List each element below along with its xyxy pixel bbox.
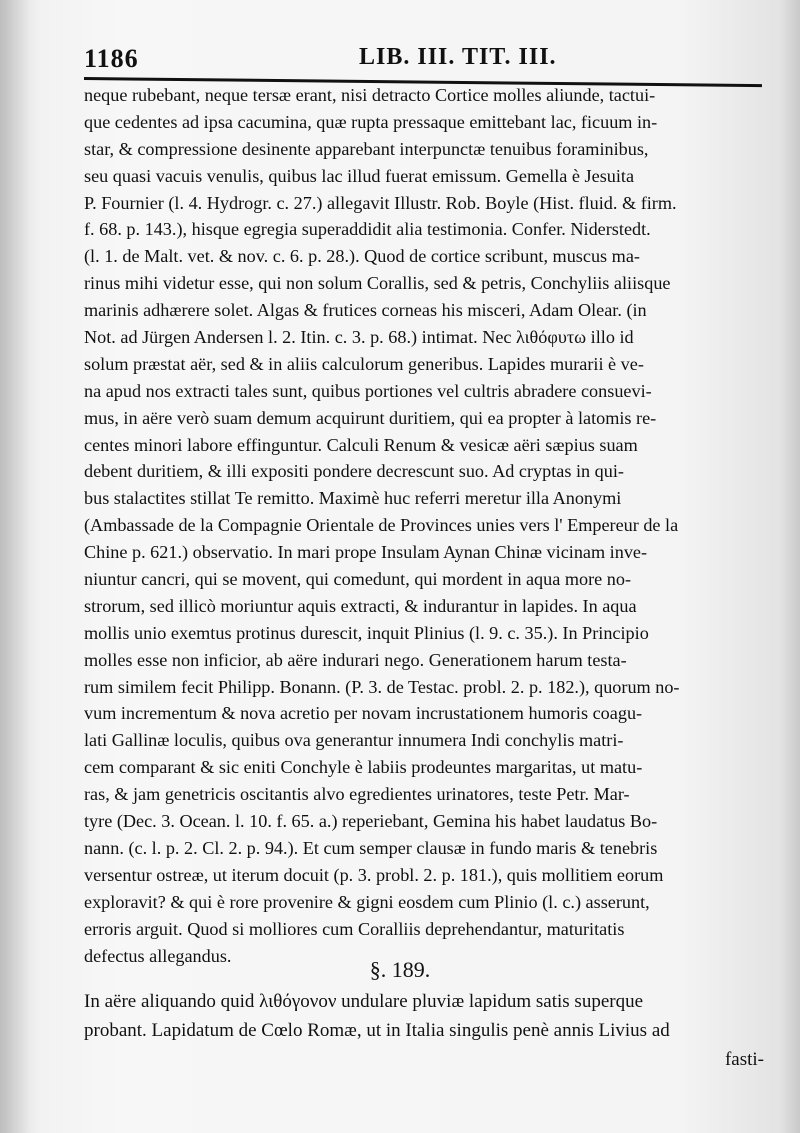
text-line: f. 68. p. 143.), hisque egregia superaddidit alia testimonia. Confer. Niderstedt.: [84, 219, 651, 240]
text-line: erroris arguit. Quod si molliores cum Coralliis deprehendantur, maturitatis: [84, 918, 625, 939]
text-line: vum incrementum & nova acretio per novam incrustationem humoris coagu-: [84, 703, 643, 724]
text-line: molles esse non inficior, ab aëre indurari nego. Generationem harum testa-: [84, 649, 627, 670]
text-line: probant. Lapidatum de Cœlo Romæ, ut in Italia singulis penè annis Livius ad: [84, 1020, 670, 1041]
text-line: debent duritiem, & illi expositi pondere decrescunt suo. Ad cryptas in qui-: [84, 461, 624, 482]
body-text: [84, 82, 764, 969]
text-line: lati Gallinæ loculis, quibus ova generantur innumera Indi conchylis matri-: [84, 730, 624, 751]
text-line: neque rubebant, neque tersæ erant, nisi detracto Cortice molles aliunde, tactui-: [84, 85, 656, 105]
text-line: niuntur cancri, qui se movent, qui comedunt, qui mordent in aqua more no-: [84, 569, 632, 590]
text-line: star, & compressione desinente apparebant interpunctæ tenuibus foraminibus,: [84, 138, 649, 159]
text-line: marinis adhærere solet. Algas & frutices corneas his misceri, Adam Olear. (in: [84, 300, 647, 321]
text-line: centes minori labore effinguntur. Calculi Renum & vesicæ aëri sæpius suam: [84, 434, 638, 455]
text-line: strorum, sed illicò moriuntur aquis extracti, & indurantur in lapides. In aqua: [84, 595, 637, 616]
text-line: solum præstat aër, sed & in aliis calculorum generibus. Lapides murarii è ve-: [84, 353, 644, 374]
text-line: In aëre aliquando quid λιθόγονον undulare pluviæ lapidum satis superque: [84, 991, 644, 1012]
text-line: mus, in aëre verò suam demum acquirunt duritiem, qui ea propter à latomis re-: [84, 407, 657, 428]
page-number: 1186: [84, 44, 139, 73]
text-line: fasti-: [724, 1049, 764, 1070]
text-line: cem comparant & sic eniti Conchyle è labiis prodeuntes margaritas, ut matu-: [84, 757, 643, 778]
text-line: exploravit? & qui è rore provenire & gigni eosdem cum Plinio (l. c.) asserunt,: [84, 891, 650, 912]
text-line: (Ambassade de la Compagnie Orientale de Provinces unies vers l' Empereur de la: [84, 515, 679, 536]
text-line: Chine p. 621.) observatio. In mari prope Insulam Aynan Chinæ vicinam inve-: [84, 542, 648, 563]
text-line: seu quasi vacuis venulis, quibus lac illud fuerat emissum. Gemella è Jesuita: [84, 165, 635, 186]
text-line: bus stalactites stillat Te remitto. Maximè huc referri meretur illa Anonymi: [84, 488, 622, 509]
text-line: rum similem fecit Philipp. Bonann. (P. 3. de Testac. probl. 2. p. 182.), quorum no-: [84, 676, 680, 697]
text-line: tyre (Dec. 3. Ocean. l. 10. f. 65. a.) reperiebant, Gemina his habet laudatus Bo-: [84, 811, 658, 832]
text-line: mollis unio exemtus protinus durescit, inquit Plinius (l. 9. c. 35.). In Principio: [84, 622, 649, 643]
text-line: defectus allegandus.: [84, 945, 232, 966]
section-number: §. 189.: [369, 957, 431, 982]
text-line: versentur ostreæ, ut iterum docuit (p. 3. probl. 2. p. 181.), quis mollitiem eorum: [84, 864, 664, 885]
next-paragraph: [84, 987, 764, 1074]
text-line: que cedentes ad ipsa cacumina, quæ rupta pressaque emittebant lac, ficuum in-: [84, 111, 658, 132]
text-line: (l. 1. de Malt. vet. & nov. c. 6. p. 28.). Quod de cortice scribunt, muscus ma-: [84, 246, 640, 267]
text-line: na apud nos extracti tales sunt, quibus portiones vel cultris abradere consuevi-: [84, 380, 652, 401]
text-line: P. Fournier (l. 4. Hydrogr. c. 27.) allegavit Illustr. Rob. Boyle (Hist. fluid. & firm.: [84, 192, 677, 213]
running-head: LIB. III. TIT. III.: [359, 44, 557, 70]
text-line: nann. (c. l. p. 2. Cl. 2. p. 94.). Et cum semper clausæ in fundo maris & tenebris: [84, 837, 658, 858]
text-line: rinus mihi videtur esse, qui non solum Corallis, sed & petris, Conchyliis aliisque: [84, 273, 671, 294]
text-line: Not. ad Jürgen Andersen l. 2. Itin. c. 3. p. 68.) intimat. Nec λιθόφυτω illo id: [84, 327, 634, 348]
page-header: [84, 36, 764, 76]
text-line: ras, & jam genetricis oscitantis alvo egredientes urinatores, teste Petr. Mar-: [84, 784, 630, 805]
